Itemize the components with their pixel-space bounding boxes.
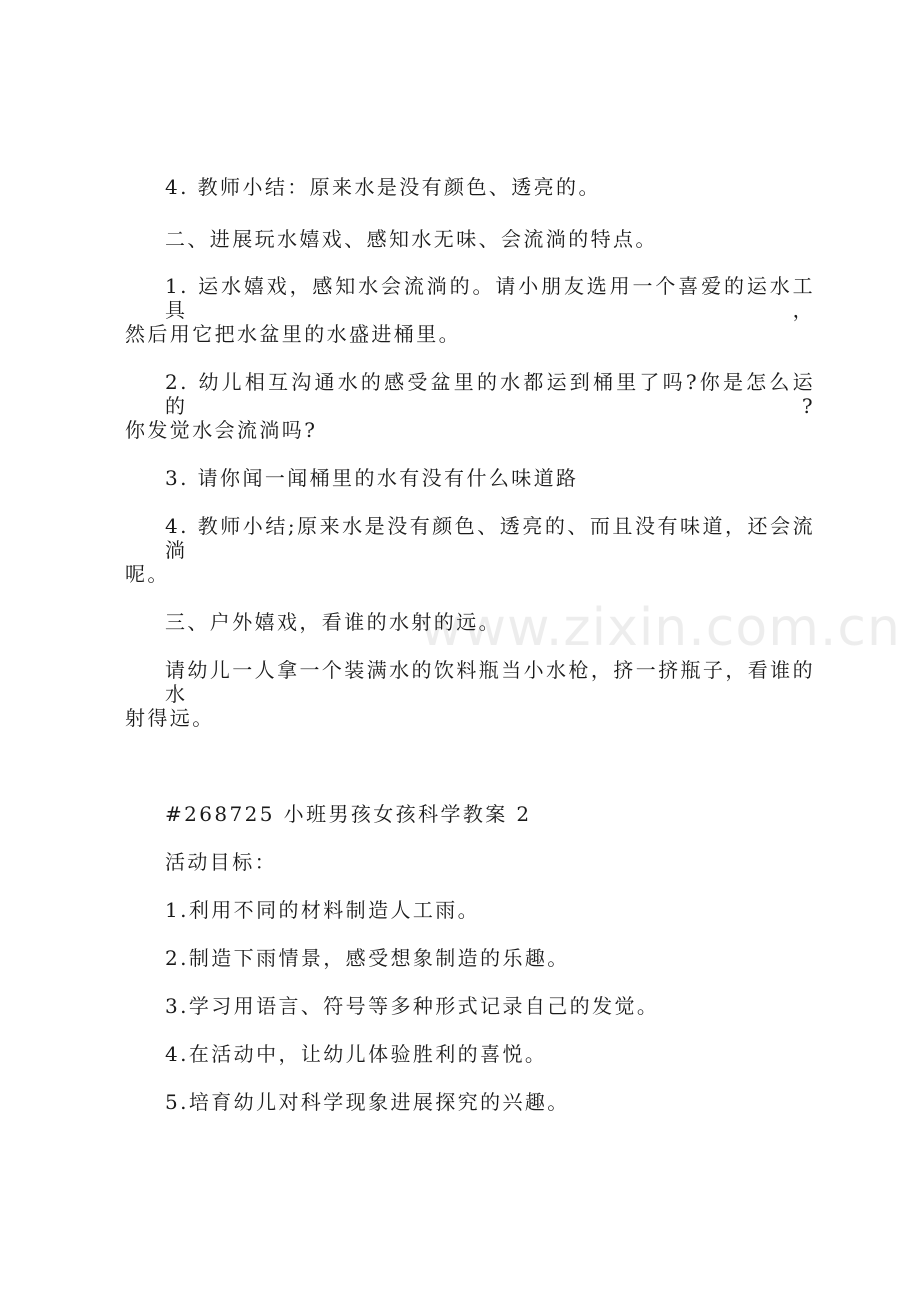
text-line: 2. 幼儿相互沟通水的感受盆里的水都运到桶里了吗?你是怎么运的? (165, 370, 815, 418)
text-line: 4. 教师小结;原来水是没有颜色、透亮的、而且没有味道，还会流淌 (165, 514, 815, 562)
text-line: 4. 教师小结：原来水是没有颜色、透亮的。 (165, 175, 601, 199)
section-heading: 活动目标： (165, 850, 277, 874)
list-item: 1.利用不同的材料制造人工雨。 (165, 898, 481, 922)
text-line: 3. 请你闻一闻桶里的水有没有什么味道路 (165, 466, 579, 490)
list-item: 4.在活动中，让幼儿体验胜利的喜悦。 (165, 1042, 548, 1066)
list-item: 3.学习用语言、符号等多种形式记录自己的发觉。 (165, 994, 660, 1018)
document-title: #268725 小班男孩女孩科学教案 2 (165, 802, 532, 826)
text-line: 然后用它把水盆里的水盛进桶里。 (125, 322, 461, 346)
text-line: 射得远。 (125, 706, 215, 730)
section-heading: 三、户外嬉戏，看谁的水射的远。 (165, 610, 501, 634)
text-line: 请幼儿一人拿一个装满水的饮料瓶当小水枪，挤一挤瓶子，看谁的水 (165, 658, 815, 706)
list-item: 5.培育幼儿对科学现象进展探究的兴趣。 (165, 1090, 570, 1114)
section-heading: 二、进展玩水嬉戏、感知水无味、会流淌的特点。 (165, 227, 658, 251)
list-item: 2.制造下雨情景，感受想象制造的乐趣。 (165, 946, 570, 970)
text-line: 你发觉水会流淌吗? (125, 418, 318, 442)
text-line: 呢。 (125, 562, 170, 586)
watermark: www.zixin.com.cn (420, 598, 901, 658)
text-line: 1. 运水嬉戏，感知水会流淌的。请小朋友选用一个喜爱的运水工具， (165, 274, 815, 322)
